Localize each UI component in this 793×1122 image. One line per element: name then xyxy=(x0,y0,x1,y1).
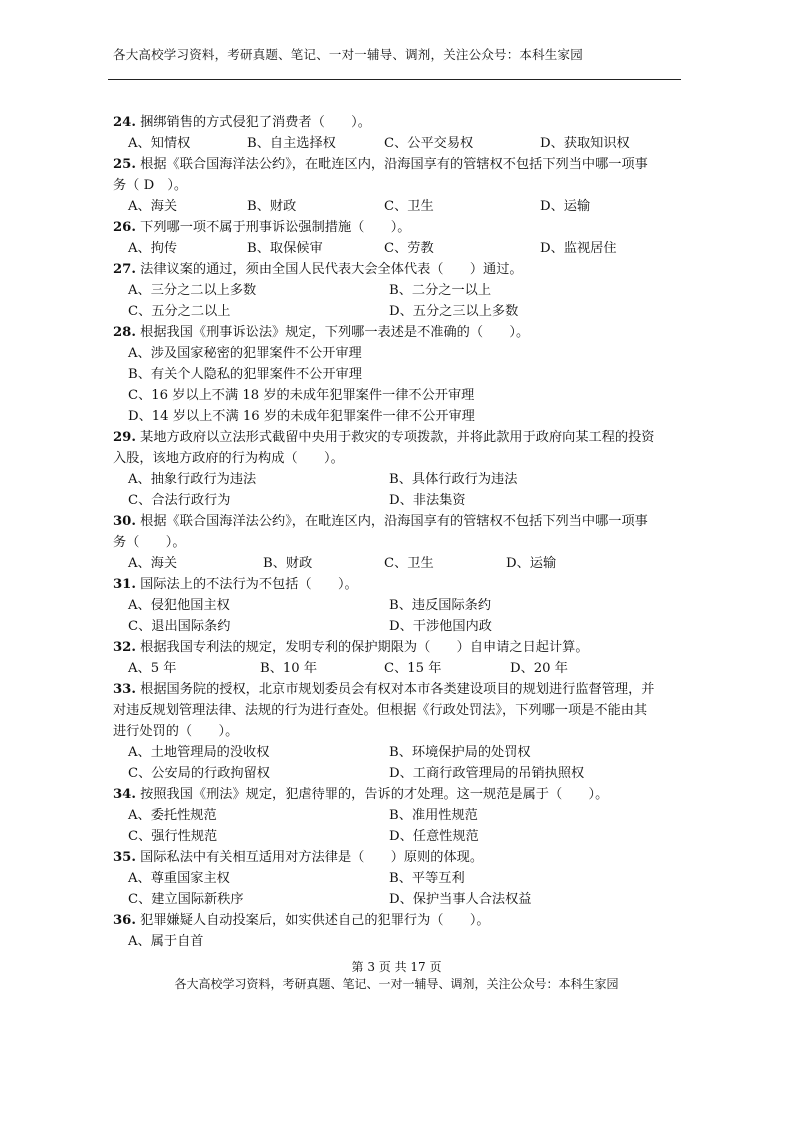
question-text: 国际法上的不法行为不包括（ ）。 xyxy=(135,577,358,592)
option-b: B、二分之一以上 xyxy=(389,283,492,298)
option-d: D、监视居住 xyxy=(540,241,617,256)
option-b: B、自主选择权 xyxy=(247,136,336,151)
question-28 xyxy=(113,322,683,343)
question-number: 32. xyxy=(113,640,136,655)
options-row xyxy=(113,658,683,679)
options-row xyxy=(113,826,683,847)
options-row xyxy=(113,133,683,154)
option-b: B、财政 xyxy=(263,556,313,571)
option-d: D、工商行政管理局的吊销执照权 xyxy=(389,766,585,781)
option-c: C、16 岁以上不满 18 岁的未成年犯罪案件一律不公开审理 xyxy=(128,388,475,403)
header-divider xyxy=(108,79,681,80)
question-number: 29. xyxy=(113,430,136,445)
options-row xyxy=(113,406,683,427)
question-number: 25. xyxy=(113,157,136,172)
question-text: 捆绑销售的方式侵犯了消费者（ ）。 xyxy=(135,115,371,130)
option-b: B、财政 xyxy=(247,199,297,214)
option-b: B、有关个人隐私的犯罪案件不公开审理 xyxy=(128,367,362,382)
option-a: A、侵犯他国主权 xyxy=(128,598,230,613)
question-text: 法律议案的通过，须由全国人民代表大会全体代表（ ）通过。 xyxy=(135,262,523,277)
option-b: B、违反国际条约 xyxy=(389,598,492,613)
question-29 xyxy=(113,427,683,448)
option-a: A、拘传 xyxy=(128,241,178,256)
option-a: A、涉及国家秘密的犯罪案件不公开审理 xyxy=(128,346,362,361)
question-text-cont: 对违反规划管理法律、法规的行为进行查处。但根据《行政处罚法》，下列哪一项是不能由其 xyxy=(113,703,648,718)
question-number: 31. xyxy=(113,577,136,592)
option-a: A、抽象行政行为违法 xyxy=(128,472,257,487)
option-b: B、具体行政行为违法 xyxy=(389,472,518,487)
option-c: C、合法行政行为 xyxy=(128,493,231,508)
option-d: D、运输 xyxy=(506,556,557,571)
options-row xyxy=(113,742,683,763)
option-c: C、退出国际条约 xyxy=(128,619,231,634)
question-text-cont: 务（ D ）。 xyxy=(113,178,188,193)
question-30 xyxy=(113,511,683,532)
question-35 xyxy=(113,847,683,868)
question-number: 33. xyxy=(113,682,136,697)
options-row xyxy=(113,301,683,322)
option-b: B、环境保护局的处罚权 xyxy=(389,745,531,760)
option-c: C、公安局的行政拘留权 xyxy=(128,766,270,781)
options-row xyxy=(113,763,683,784)
question-number: 34. xyxy=(113,787,136,802)
question-26 xyxy=(113,217,683,238)
question-32 xyxy=(113,637,683,658)
options-row xyxy=(113,280,683,301)
question-text-cont: 务（ ）。 xyxy=(113,535,186,550)
question-text-cont: 进行处罚的（ ）。 xyxy=(113,724,239,739)
page-header: 各大高校学习资料，考研真题、笔记、一对一辅导、调剂，关注公众号：本科生家园 xyxy=(113,47,583,62)
option-a: A、三分之二以上多数 xyxy=(128,283,257,298)
options-row xyxy=(113,490,683,511)
option-a: A、土地管理局的没收权 xyxy=(128,745,270,760)
options-row xyxy=(113,553,683,574)
question-text: 按照我国《刑法》规定，犯虐待罪的，告诉的才处理。这一规范是属于（ ）。 xyxy=(135,787,609,802)
option-d: D、任意性规范 xyxy=(389,829,479,844)
question-24 xyxy=(113,112,683,133)
question-text: 根据我国《刑事诉讼法》规定，下列哪一表述是不准确的（ ）。 xyxy=(135,325,530,340)
option-a: A、海关 xyxy=(128,199,178,214)
question-27 xyxy=(113,259,683,280)
question-36 xyxy=(113,910,683,931)
option-c: C、卫生 xyxy=(384,199,434,214)
options-row xyxy=(113,889,683,910)
question-34 xyxy=(113,784,683,805)
question-number: 28. xyxy=(113,325,136,340)
option-a: A、尊重国家主权 xyxy=(128,871,230,886)
option-d: D、14 岁以上不满 16 岁的未成年犯罪案件一律不公开审理 xyxy=(128,409,475,424)
option-d: D、20 年 xyxy=(510,661,568,676)
option-b: B、平等互利 xyxy=(389,871,465,886)
options-row xyxy=(113,868,683,889)
options-row xyxy=(113,343,683,364)
option-d: D、非法集资 xyxy=(389,493,466,508)
option-c: C、强行性规范 xyxy=(128,829,218,844)
question-31 xyxy=(113,574,683,595)
options-row xyxy=(113,238,683,259)
option-c: C、劳教 xyxy=(384,241,434,256)
option-a: A、知情权 xyxy=(128,136,191,151)
question-text: 犯罪嫌疑人自动投案后，如实供述自己的犯罪行为（ ）。 xyxy=(135,913,490,928)
option-c: C、公平交易权 xyxy=(384,136,474,151)
option-b: B、准用性规范 xyxy=(389,808,478,823)
option-d: D、保护当事人合法权益 xyxy=(389,892,532,907)
question-number: 24. xyxy=(113,115,136,130)
question-text: 根据《联合国海洋法公约》，在毗连区内，沿海国享有的管辖权不包括下列当中哪一项事 xyxy=(135,514,648,529)
options-row xyxy=(113,931,683,952)
question-text: 下列哪一项不属于刑事诉讼强制措施（ ）。 xyxy=(135,220,411,235)
question-33 xyxy=(113,679,683,700)
question-text: 根据我国专利法的规定，发明专利的保护期限为（ ）自申请之日起计算。 xyxy=(135,640,589,655)
option-d: D、运输 xyxy=(540,199,591,214)
option-a: A、属于自首 xyxy=(128,934,204,949)
options-row xyxy=(113,805,683,826)
option-c: C、卫生 xyxy=(384,556,434,571)
options-row xyxy=(113,196,683,217)
option-d: D、干涉他国内政 xyxy=(389,619,492,634)
options-row xyxy=(113,616,683,637)
question-text: 国际私法中有关相互适用对方法律是（ ）原则的体现。 xyxy=(135,850,484,865)
question-number: 27. xyxy=(113,262,136,277)
option-a: A、海关 xyxy=(128,556,178,571)
question-25 xyxy=(113,154,683,175)
option-b: B、取保候审 xyxy=(247,241,323,256)
question-number: 26. xyxy=(113,220,136,235)
question-number: 35. xyxy=(113,850,136,865)
option-c: C、五分之二以上 xyxy=(128,304,231,319)
question-number: 30. xyxy=(113,514,136,529)
option-d: D、五分之三以上多数 xyxy=(389,304,519,319)
options-row xyxy=(113,469,683,490)
question-text: 某地方政府以立法形式截留中央用于救灾的专项拨款，并将此款用于政府向某工程的投资 xyxy=(135,430,655,445)
option-c: C、15 年 xyxy=(384,661,442,676)
option-b: B、10 年 xyxy=(260,661,318,676)
option-a: A、委托性规范 xyxy=(128,808,217,823)
question-text: 根据国务院的授权，北京市规划委员会有权对本市各类建设项目的规划进行监督管理，并 xyxy=(135,682,655,697)
option-d: D、获取知识权 xyxy=(540,136,630,151)
options-row xyxy=(113,595,683,616)
options-row xyxy=(113,385,683,406)
page-number: 第 3 页 共 17 页 xyxy=(351,960,442,974)
options-row xyxy=(113,364,683,385)
question-number: 36. xyxy=(113,913,136,928)
question-text: 根据《联合国海洋法公约》，在毗连区内，沿海国享有的管辖权不包括下列当中哪一项事 xyxy=(135,157,648,172)
page-footer: 各大高校学习资料，考研真题、笔记、一对一辅导、调剂，关注公众号：本科生家园 xyxy=(174,977,619,991)
question-text-cont: 入股，该地方政府的行为构成（ ）。 xyxy=(113,451,344,466)
option-a: A、5 年 xyxy=(128,661,177,676)
option-c: C、建立国际新秩序 xyxy=(128,892,244,907)
question-list xyxy=(113,112,683,952)
